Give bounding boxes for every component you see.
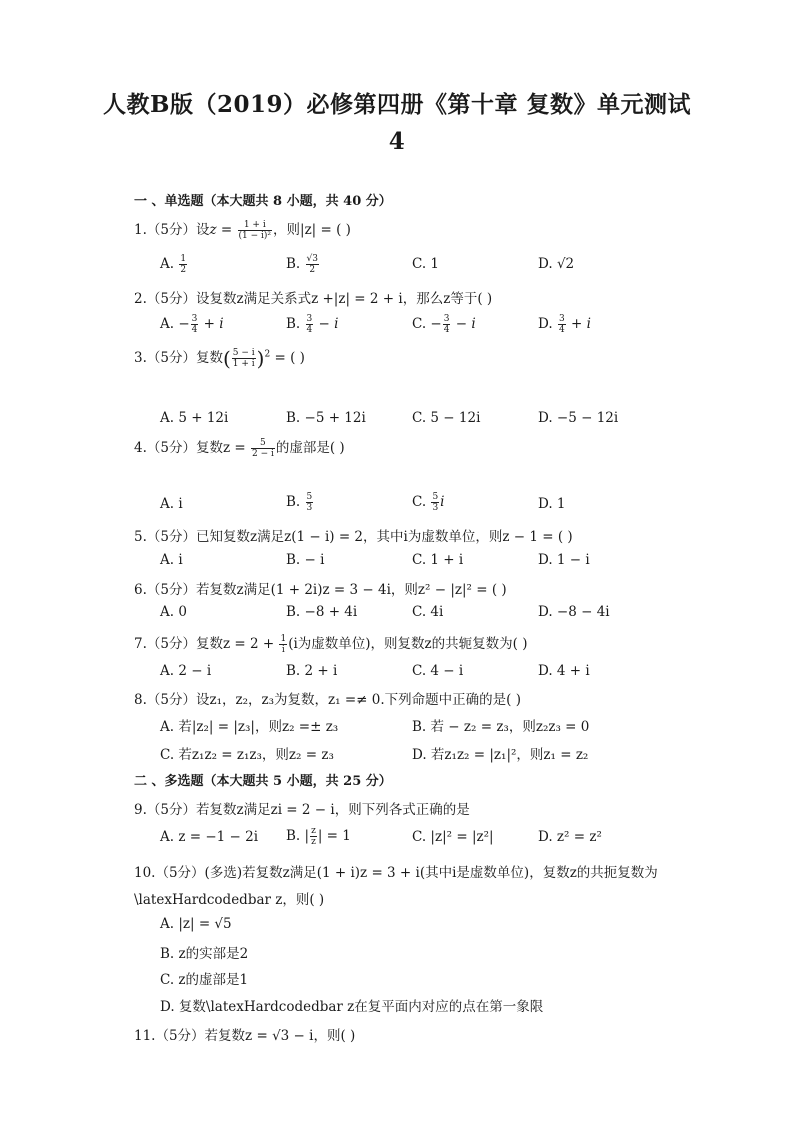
q3-option-b[interactable]: B. −5 + 12i (286, 410, 366, 426)
q6-option-a[interactable]: A. 0 (160, 604, 187, 620)
section-heading-single-choice: 一 、单选题（本大题共 8 小题，共 40 分） (134, 194, 392, 209)
question-5: 5.（5分）已知复数z满足z(1 − i) = 2，其中i为虚数单位，则z − 1 = ( ) (134, 529, 573, 545)
q7-option-d[interactable]: D. 4 + i (538, 663, 590, 679)
q4-option-d[interactable]: D. 1 (538, 496, 566, 512)
q9-option-b[interactable]: B. | $\frac{z}{z}$ | = 1 (286, 826, 351, 847)
q8-option-b[interactable]: B. 若 − z₂ = z₃，则z₂z₃ = 0 (412, 719, 590, 735)
q2-option-c[interactable]: C. − $\frac{3}{4}$ − i (412, 314, 476, 335)
q5-option-d[interactable]: D. 1 − i (538, 552, 590, 568)
q9-option-d[interactable]: D. z² = z² (538, 829, 602, 845)
question-8: 8.（5分）设z₁，z₂，z₃为复数，z₁ =≠ 0.下列命题中正确的是( ) (134, 692, 521, 708)
question-7: 7.（5分）复数z = 2 + $\frac{1}{i}$ (i为虚数单位)，则复数z的共轭复数为( ) (134, 634, 528, 655)
q5-option-b[interactable]: B. − i (286, 552, 325, 568)
q1-option-a[interactable]: A. $\frac{1}{2}$ (160, 254, 187, 275)
q7-option-b[interactable]: B. 2 + i (286, 663, 338, 679)
q1-option-b[interactable]: B. $\frac{√3}{2}$ (286, 254, 318, 275)
q6-option-d[interactable]: D. −8 − 4i (538, 604, 610, 620)
q6-option-c[interactable]: C. 4i (412, 604, 444, 620)
q2-option-b[interactable]: B. $\frac{3}{4}$ − i (286, 314, 339, 335)
question-10: 10.（5分）(多选)若复数z满足(1 + i)z = 3 + i(其中i是虚数单位)，复数z的共扼复数为 (134, 865, 658, 881)
q2-option-d[interactable]: D. $\frac{3}{4}$ + i (538, 314, 591, 335)
q3-option-a[interactable]: A. 5 + 12i (160, 410, 229, 426)
document-title-number: 4 (388, 128, 406, 155)
q4-option-b[interactable]: B. $\frac{5}{3}$ (286, 492, 313, 513)
q4-option-a[interactable]: A. i (160, 496, 183, 512)
q5-option-c[interactable]: C. 1 + i (412, 552, 464, 568)
q1-option-c[interactable]: C. 1 (412, 256, 440, 272)
question-2: 2.（5分）设复数z满足关系式z +|z| = 2 + i，那么z等于( ) (134, 291, 493, 307)
question-4: 4.（5分）复数z = $\frac{5}{2 - i}$ 的虚部是( ) (134, 438, 345, 459)
q10-option-c[interactable]: C. z的虚部是1 (160, 972, 249, 988)
question-10-cont: \latexHardcodedbar z，则( ) (134, 892, 325, 908)
q9-option-a[interactable]: A. z = −1 − 2i (160, 829, 259, 845)
question-9: 9.（5分）若复数z满足zi = 2 − i，则下列各式正确的是 (134, 802, 470, 818)
q6-option-b[interactable]: B. −8 + 4i (286, 604, 358, 620)
section-heading-multi-choice: 二 、多选题（本大题共 5 小题，共 25 分） (134, 774, 392, 789)
question-11: 11.（5分）若复数z = √3 − i，则( ) (134, 1028, 356, 1044)
q7-option-a[interactable]: A. 2 − i (160, 663, 212, 679)
q1-option-d[interactable]: D. √2 (538, 256, 575, 272)
q2-option-a[interactable]: A. − $\frac{3}{4}$ + i (160, 314, 224, 335)
q10-option-d[interactable]: D. 复数\latexHardcodedbar z在复平面内对应的点在第一象限 (160, 999, 544, 1015)
question-1: 1.（5分）设z = $\frac{1 + i}{\text{(1 − i)²}}$ ，则|z| = ( ) (134, 220, 351, 241)
q7-option-c[interactable]: C. 4 − i (412, 663, 464, 679)
q5-option-a[interactable]: A. i (160, 552, 183, 568)
q4-option-c[interactable]: C. $\frac{5}{3}$ i (412, 492, 445, 513)
q8-option-a[interactable]: A. 若|z₂| = |z₃|，则z₂ =± z₃ (160, 719, 339, 735)
q9-option-c[interactable]: C. |z|² = |z²| (412, 829, 494, 845)
q10-option-a[interactable]: A. |z| = √5 (160, 916, 232, 932)
q3-option-c[interactable]: C. 5 − 12i (412, 410, 481, 426)
q3-option-d[interactable]: D. −5 − 12i (538, 410, 619, 426)
q8-option-c[interactable]: C. 若z₁z₂ = z₁z₃，则z₂ = z₃ (160, 747, 334, 763)
q10-option-b[interactable]: B. z的实部是2 (160, 946, 249, 962)
document-title: 人教B版（2019）必修第四册《第十章 复数》单元测试 (103, 91, 691, 118)
question-3: 3.（5分）复数( $\frac{5 - i}{1 + i}$ )$^2$ = ( ) (134, 346, 305, 371)
q8-option-d[interactable]: D. 若z₁z₂ = |z₁|²，则z₁ = z₂ (412, 747, 589, 763)
question-6: 6.（5分）若复数z满足(1 + 2i)z = 3 − 4i，则z² − |z|² = ( ) (134, 582, 507, 598)
